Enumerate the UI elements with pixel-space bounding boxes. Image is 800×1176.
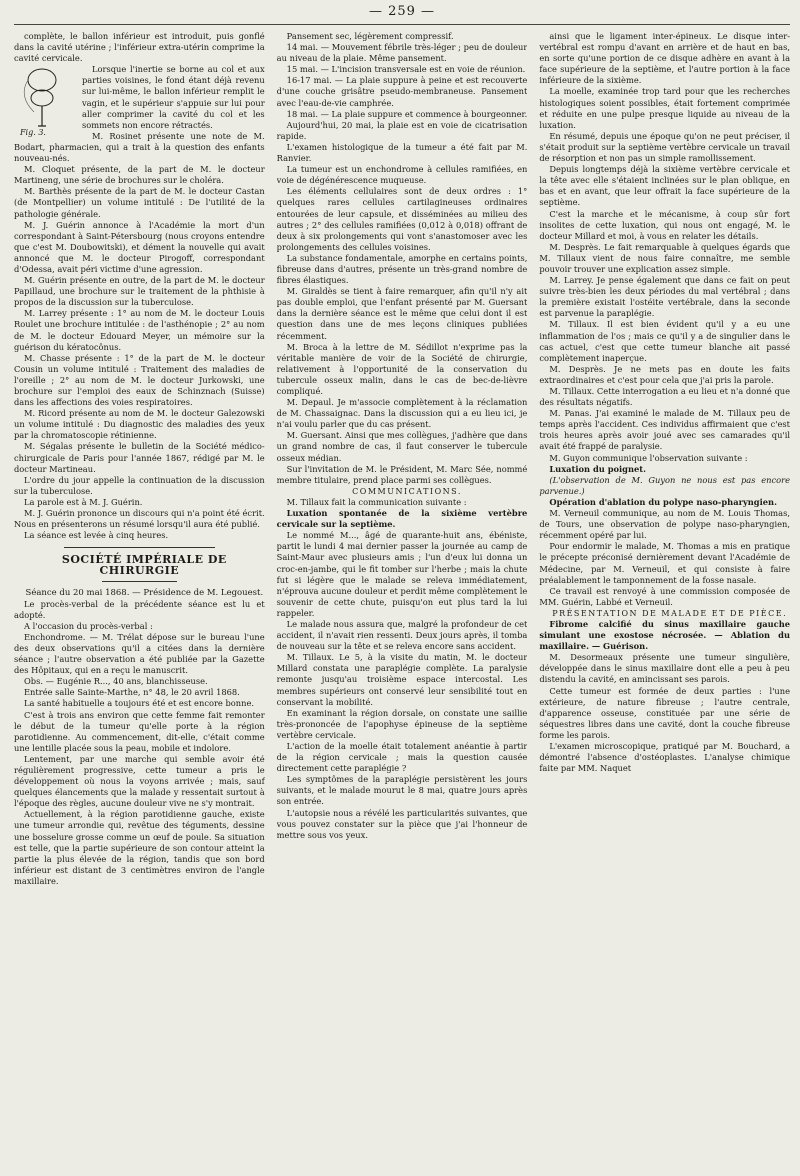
paragraph: M. Ségalas présente le bulletin de la Société médico-chirurgicale de Paris pour l'année 1867, rédigé par M. le docteur Martineau. xyxy=(14,441,265,474)
paragraph: M. Verneuil communique, au nom de M. Louis Thomas, de Tours, une observation de polype naso-pharyngien, récemment opéré par lui. xyxy=(539,508,791,541)
paragraph: M. Barthès présente de la part de M. le docteur Castan (de Montpellier) un volume intitulé : De l'utilité de la pathologie générale. xyxy=(14,186,265,219)
paragraph: M. Rosinet présente une note de M. Bodart, pharmacien, qui a trait à la question des enfants nouveau-nés. xyxy=(14,130,265,164)
paragraph: Pour endormir le malade, M. Thomas a mis en pratique le précepte préconisé dernièrement devant l'Académie de Médecine, par M. Verneuil, et qui consiste à faire préalablement le tamponnement de la fosse nasale. xyxy=(539,541,791,585)
figure-3 xyxy=(14,66,76,136)
paragraph: ainsi que le ligament inter-épineux. Le disque inter-vertébral est rompu d'avant en arrière et de haut en bas, en sorte qu'une portion de ce disque adhère en avant à la face supérieure de la septième, et l'autre portion à la face inférieure de la sixième. xyxy=(539,31,791,86)
society-title: SOCIÉTÉ IMPÉRIALE DE CHIRURGIE xyxy=(61,553,227,578)
paragraph: M. Tillaux fait la communication suivante : xyxy=(286,496,467,507)
paragraph: M. Larrey. Je pense également que dans ce fait on peut suivre très-bien les deux périodes du mal vertébral ; dans la première existait l'ostéite vertébrale, dans la seconde est parvenue la paraplégie. xyxy=(539,275,791,319)
paragraph: La séance est levée à cinq heures. xyxy=(24,530,169,541)
balloon-device-illustration xyxy=(14,66,76,136)
paragraph: 14 mai. — Mouvement fébrile très-léger ; peu de douleur au niveau de la plaie. Même pansement. xyxy=(276,42,528,64)
paragraph: C'est la marche et le mécanisme, à coup sûr fort insolites de cette luxation, qui nous ont engagé, M. le docteur Millard et moi, à vous en relater les détails. xyxy=(539,208,791,241)
paragraph: L'autopsie nous a révélé les particularités suivantes, que vous pouvez constater sur la pièce que j'ai l'honneur de mettre sous vos yeux. xyxy=(276,807,528,840)
paragraph: L'action de la moelle était totalement anéantie à partir de la région cervicale ; mais la question causée directement cette paraplégie ? xyxy=(276,741,528,774)
paragraph: Lorsque l'inertie se borne au col et aux parties voisines, le fond étant déjà revenu sur lui-même, le ballon inférieur remplit le vagin, et le supérieur s'appuie sur lui pour aller comprimer la cavité du col et les sommets non encore rétractés. xyxy=(82,64,265,130)
page-number: — 259 — xyxy=(368,4,436,19)
paragraph: L'examen microscopique, pratiqué par M. Bouchard, a démontré l'absence d'ostéoplastes. L'analyse chimique faite par MM. Naquet xyxy=(539,741,791,774)
paragraph: En résumé, depuis une époque qu'on ne peut préciser, il s'était produit sur la septième vertèbre cervicale un travail de résorption et non pas un simple ramollissement. xyxy=(539,130,791,164)
paragraph: Enchondrome. — M. Trélat dépose sur le bureau l'une des deux observations qu'il a citées dans la dernière séance ; l'autre observation a été publiée par la Gazette des Hôpitaux, qui en a reçu le manuscrit. xyxy=(14,631,265,676)
text-columns xyxy=(14,31,790,1167)
paragraph: Lentement, par une marche qui semble avoir été régulièrement progressive, cette tumeur a pris le développement où nous la voyons arrivée ; mais, sauf quelques élancements que la malade y ressentait surtout à l'époque des règles, aucune douleur vive ne s'y montrait. xyxy=(14,753,265,809)
paragraph: M. Cloquet présente, de la part de M. le docteur Martineng, une série de brochures sur le choléra. xyxy=(14,164,265,186)
paragraph: Depuis longtemps déjà la sixième vertèbre cervicale et la tête avec elle s'étaient inclinées sur le plan oblique, en bas et en avant, que leur offrait la face supérieure de la septième. xyxy=(539,164,791,208)
paragraph: Actuellement, à la région parotidienne gauche, existe une tumeur arrondie qui, revêtue des téguments, dessine une bosselure grosse comme un œuf de poule. Sa situation est telle, que la partie supérieure de son contour atteint la partie la plus élevée de la région, tandis que son bord inférieur est distant de 3 centimètres environ de l'angle maxillaire. xyxy=(14,809,265,886)
header-rule xyxy=(14,24,790,25)
paragraph: Le malade nous assura que, malgré la profondeur de cet accident, il n'avait rien ressenti. Deux jours après, il tomba de nouveau sur la tête et se releva encore sans accident. xyxy=(276,618,528,652)
paragraph: Obs. — Eugénie R..., 40 ans, blanchisseuse. xyxy=(24,676,208,687)
case-title: Opération d'ablation du polype naso-pharyngien. xyxy=(549,496,777,507)
paragraph: Le nommé M..., âgé de quarante-huit ans, ébéniste, partit le lundi 4 mai dernier passer la journée au camp de Saint-Maur avec plusieurs amis ; l'un d'eux lui donna un croc-en-jambe, qui le fit tomber sur l'herbe ; mais la chute fut si légère que le malade se releva immédiatement, n'éprouva aucune douleur et perdit même complètement le souvenir de cette chute, puisqu'on eut plus tard la lui rappeler. xyxy=(276,530,528,618)
paragraph: M. Larrey présente : 1° au nom de M. le docteur Louis Roulet une brochure intitulée : de l'asthénopie ; 2° au nom de M. le docteur Edouard Meyer, un mémoire sur la guérison du kératocônus. xyxy=(14,308,265,352)
column-1 xyxy=(14,31,265,1167)
paragraph: Pansement sec, légèrement compressif. xyxy=(286,31,454,41)
section-divider xyxy=(64,547,214,548)
communications-heading: COMMUNICATIONS. xyxy=(352,486,462,496)
paragraph: Aujourd'hui, 20 mai, la plaie est en voie de cicatrisation rapide. xyxy=(276,119,528,141)
case-title: Luxation spontanée de la sixième vertèbre cervicale sur la septième. xyxy=(276,508,528,530)
figure-caption: Fig. 3. xyxy=(20,128,46,138)
paragraph: La santé habituelle a toujours été et est encore bonne. xyxy=(24,698,255,709)
title-rule xyxy=(102,581,177,582)
session-info: Séance du 20 mai 1868. — Présidence de M. Legouest. xyxy=(25,587,264,598)
paragraph: M. Desprès. Le fait remarquable à quelques égards que M. Tillaux vient de nous faire connaître, me semble pouvoir trouver une explication assez simple. xyxy=(539,241,791,274)
column-3 xyxy=(539,31,790,1167)
paragraph: A l'occasion du procès-verbal : xyxy=(24,620,153,631)
presentation-heading: PRÉSENTATION DE MALADE ET DE PIÈCE. xyxy=(552,608,788,618)
paragraph: M. Ricord présente au nom de M. le docteur Galezowski un volume intitulé : Du diagnostic des maladies des yeux par la chromatoscopie rétinienne. xyxy=(14,408,265,441)
paragraph: Les éléments cellulaires sont de deux ordres : 1° quelques rares cellules cartilagineuses ordinaires entourées de leur capsule, et disséminées au milieu des autres ; 2° des cellules ramifiées (0,012 à 0,018) offrant de deux à six prolongements qui vont s'anastomoser avec les prolongements des cellules voisines. xyxy=(276,186,528,252)
paragraph: La moelle, examinée trop tard pour que les recherches histologiques soient possibles, était fortement comprimée et réduite en une pulpe presque liquide au niveau de la luxation. xyxy=(539,86,791,130)
paragraph: Les symptômes de la paraplégie persistèrent les jours suivants, et le malade mourut le 8 mai, quatre jours après son entrée. xyxy=(276,774,528,807)
paragraph: M. Guérin présente en outre, de la part de M. le docteur Papillaud, une brochure sur le traitement de la phthisie à propos de la discussion sur la tuberculose. xyxy=(14,275,265,308)
case-title: Luxation du poignet. xyxy=(549,463,647,474)
paragraph: L'examen histologique de la tumeur a été fait par M. Ranvier. xyxy=(276,141,528,164)
paragraph: M. Desprès. Je ne mets pas en doute les faits extraordinaires et c'est pour cela que j'ai pris la parole. xyxy=(539,363,791,385)
paragraph: M. Broca à la lettre de M. Sédillot n'exprime pas la véritable manière de voir de la Société de chirurgie, relativement à l'opportunité de la conservation du tubercule osseux malin, dans le cas de bec-de-lièvre compliqué. xyxy=(276,341,528,396)
paragraph: M. Chasse présente : 1° de la part de M. le docteur Cousin un volume intitulé : Traitement des maladies de l'oreille ; 2° au nom de M. le docteur Jurkowski, une brochure sur l'emploi des eaux de Schinznach (Suisse) dans les affections des voies respiratoires. xyxy=(14,352,265,408)
paragraph: M. Depaul. Je m'associe complètement à la réclamation de M. Chassaignac. Dans la discussion qui a eu lieu ici, je n'ai voulu parler que du cas présent. xyxy=(276,397,528,430)
paragraph: La tumeur est un enchondrome à cellules ramifiées, en voie de dégénérescence muqueuse. xyxy=(276,164,528,186)
paragraph: L'ordre du jour appelle la continuation de la discussion sur la tuberculose. xyxy=(14,474,265,496)
paragraph: M. Desormeaux présente une tumeur singulière, développée dans le sinus maxillaire dont elle a peu à peu distendu la cavité, en amincissant ses parois. xyxy=(539,652,791,685)
paragraph: M. Tillaux. Le 5, à la visite du matin, M. le docteur Millard constata une paraplégie complète. La paralysie remonte jusqu'au troisième espace intercostal. Les membres supérieurs ont conservé leur sensibilité tout en conservant la mobilité. xyxy=(276,652,528,707)
paragraph: La substance fondamentale, amorphe en certains points, fibreuse dans d'autres, présente un très-grand nombre de fibres élastiques. xyxy=(276,252,528,286)
paragraph: La parole est à M. J. Guérin. xyxy=(24,496,143,507)
paragraph: (L'observation de M. Guyon ne nous est pas encore parvenue.) xyxy=(539,474,791,496)
paragraph: M. Tillaux. Il est bien évident qu'il y a eu une inflammation de l'os ; mais ce qu'il y a de singulier dans le cas actuel, c'est que cette tumeur blanche ait passé complètement inaperçue. xyxy=(539,319,791,363)
paragraph: Le procès-verbal de la précédente séance est lu et adopté. xyxy=(14,598,265,620)
paragraph: M. Guersant. Ainsi que mes collègues, j'adhère que dans un grand nombre de cas, il faut conserver le tubercule osseux médian. xyxy=(276,430,528,463)
paragraph: M. Guyon communique l'observation suivante : xyxy=(549,452,748,463)
paragraph: M. Tillaux. Cette interrogation a eu lieu et n'a donné que des résultats négatifs. xyxy=(539,386,791,408)
paragraph: Cette tumeur est formée de deux parties : l'une extérieure, de nature fibreuse ; l'autre centrale, d'apparence osseuse, constituée par une série de séquestres libres dans une cavité, dont la couche fibreuse forme les parois. xyxy=(539,685,791,740)
paragraph: M. Panas. J'ai examiné le malade de M. Tillaux peu de temps après l'accident. Ces individus affirmaient que c'est trois heures après avoir joué avec ses camarades qu'il avait été frappé de paralysie. xyxy=(539,408,791,452)
paragraph: C'est à trois ans environ que cette femme fait remonter le début de la tumeur qu'elle porte à la région parotidienne. Au commencement, dit-elle, c'était comme une lentille placée sous la peau, mobile et indolore. xyxy=(14,709,265,753)
case-title: Fibrome calcifié du sinus maxillaire gauche simulant une exostose nécrosée. — Ablation du maxillaire. — Guérison. xyxy=(539,618,791,652)
column-2 xyxy=(277,31,528,1167)
paragraph: complète, le ballon inférieur est introduit, puis gonflé dans la cavité utérine ; l'inférieur extra-utérin comprime la cavité cervicale. xyxy=(14,31,265,64)
paragraph: M. J. Guérin annonce à l'Académie la mort d'un correspondant à Saint-Pétersbourg (nous croyons entendre que c'est M. Doubowitski), et dément la nouvelle qui avait annoncé que M. le docteur Pirogoff, correspondant d'Odessa, avait péri victime d'une agression. xyxy=(14,219,265,274)
paragraph: 15 mai. — L'incision transversale est en voie de réunion. xyxy=(286,64,526,75)
paragraph: M. J. Guérin prononce un discours qui n'a point été écrit. Nous en présenterons un résumé lorsqu'il aura été publié. xyxy=(14,508,265,530)
paragraph: Sur l'invitation de M. le Président, M. Marc Sée, nommé membre titulaire, prend place parmi ses collègues. xyxy=(276,463,528,485)
paragraph: Ce travail est renvoyé à une commission composée de MM. Guérin, Labbé et Verneuil. xyxy=(539,585,791,607)
paragraph: En examinant la région dorsale, on constate une saillie très-prononcée de l'apophyse épineuse de la septième vertèbre cervicale. xyxy=(276,707,528,740)
paragraph: M. Giraldès se tient à faire remarquer, afin qu'il n'y ait pas double emploi, que l'enfant présenté par M. Guersant dans la dernière séance est le même que celui dont il est question dans une de mes leçons cliniques publiées récemment. xyxy=(276,286,528,341)
paragraph: 16-17 mai. — La plaie suppure à peine et est recouverte d'une couche grisâtre pseudo-membraneuse. Pansement avec l'eau-de-vie camphrée. xyxy=(276,75,528,108)
paragraph: Entrée salle Sainte-Marthe, n° 48, le 20 avril 1868. xyxy=(24,687,240,698)
paragraph: 18 mai. — La plaie suppure et commence à bourgeonner. xyxy=(286,108,528,119)
